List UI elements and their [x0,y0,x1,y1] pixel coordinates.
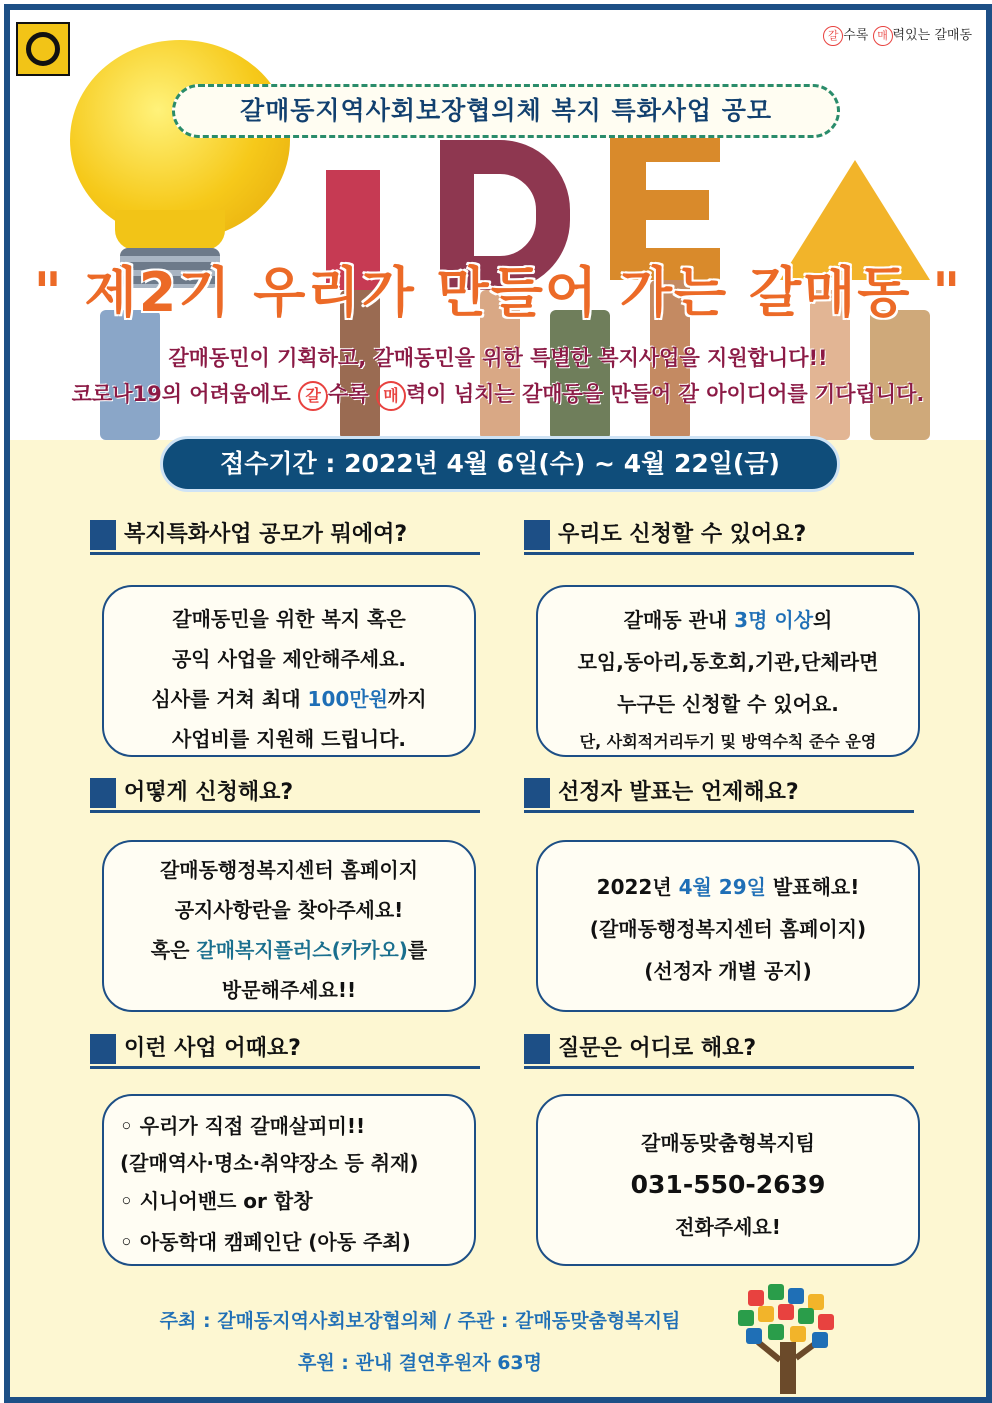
section-title: 선정자 발표는 언제해요? [558,780,799,805]
card-line: 모임,동아리,동호회,기관,단체라면 [577,650,879,674]
contact-call-text: 전화주세요! [675,1215,781,1239]
galmae-logo-icon [16,22,70,76]
card-line [104,930,474,970]
card-note: 단, 사회적거리두기 및 방역수칙 준수 운영 [579,732,877,751]
square-bullet-icon [524,778,550,808]
square-bullet-icon [524,520,550,550]
card-what [102,585,476,757]
section-header-when [524,776,914,813]
card-line: 공익 사업을 제안해주세요. [171,647,407,671]
section-header-who [524,518,914,555]
card-who [536,585,920,757]
card-text: 까지 [387,687,427,711]
contact-team: 갈매동맞춤형복지팀 [641,1131,815,1155]
section-header-what [90,518,480,555]
sleeve-shape [100,310,160,440]
slogan-circle-char: 매 [873,26,893,46]
highlight-text: 4월 29일 [678,875,766,899]
sleeve-shape [870,310,930,440]
square-bullet-icon [90,778,116,808]
section-header-ask [524,1032,914,1069]
section-title: 이런 사업 어때요? [124,1036,301,1061]
card-text: 발표해요! [765,875,860,899]
section-title: 질문은 어디로 해요? [558,1036,757,1061]
card-ideas [102,1094,476,1266]
footer-host: 주최 : 갈매동지역사회보장협의체 / 주관 : 갈매동맞춤형복지팀 [159,1310,681,1332]
card-text: 갈매동 관내 [623,608,735,632]
card-how [102,840,476,1012]
card-line [538,599,918,641]
circle-char: 갈 [298,381,328,411]
circle-char: 매 [376,381,406,411]
slogan-text: 수록 [843,28,869,43]
section-title: 어떻게 신청해요? [124,780,294,805]
card-line: 갈매동행정복지센터 홈페이지 [159,858,419,882]
slogan-circle-char: 갈 [823,26,843,46]
highlight-text: 100만원 [307,687,388,711]
idea-item: ◦ 우리가 직접 갈매살피미!! [120,1114,366,1138]
card-text: 혹은 [150,938,197,962]
card-line: 공지사항란을 찾아주세요! [174,898,404,922]
main-title: " 제2기 우리가 만들어 가는 갈매동 " [33,261,963,324]
card-text: 를 [407,938,428,962]
subtitle-line-2 [10,378,986,411]
square-bullet-icon [90,1034,116,1064]
poster-frame [4,4,992,1403]
card-ask [536,1094,920,1266]
section-title: 우리도 신청할 수 있어요? [558,522,807,547]
subtitle-text: 력이 넘치는 갈매동을 만들어 갈 아이디어를 기다립니다. [405,382,925,406]
puzzle-tree-icon [728,1280,848,1400]
lightbulb-neck [115,210,225,250]
idea-item: ◦ 아동학대 캠페인단 (아동 주최) [120,1230,411,1254]
card-line: 갈매동민을 위한 복지 혹은 [172,607,406,631]
slogan-text: 력있는 갈매동 [892,28,972,43]
square-bullet-icon [524,1034,550,1064]
banner-text: 갈매동지역사회보장협의체 복지 특화사업 공모 [239,96,773,125]
card-text: 심사를 거쳐 최대 [151,687,308,711]
card-line: 누구든 신청할 수 있어요. [617,692,839,716]
sleeve-shape [550,310,610,440]
section-header-ideas [90,1032,480,1069]
card-line [538,866,918,908]
card-when [536,840,920,1012]
footer-sponsor: 후원 : 관내 결연후원자 63명 [297,1352,543,1374]
card-line: (갈매동행정복지센터 홈페이지) [589,917,867,941]
card-line [104,679,474,719]
slogan [823,24,972,46]
application-period: 접수기간 : 2022년 4월 6일(수) ~ 4월 22일(금) [160,436,840,492]
square-bullet-icon [90,520,116,550]
subtitle-text: 코로나19의 어려움에도 [71,382,299,406]
contact-phone: 031-550-2639 [630,1170,826,1199]
subtitle-line-1: 갈매동민이 기획하고, 갈매동민을 위한 특별한 복지사업을 지원합니다!! [168,346,828,370]
highlight-text: 갈매복지플러스(카카오) [196,938,408,962]
idea-item-detail: (갈매역사·명소·취약장소 등 취재) [120,1151,419,1175]
card-line: 사업비를 지원해 드립니다. [171,727,407,751]
section-header-how [90,776,480,813]
card-line: (선정자 개별 공지) [644,959,812,983]
subtitle-text: 수록 [328,382,376,406]
idea-item: ◦ 시니어밴드 or 합창 [120,1189,313,1213]
card-line: 방문해주세요!! [221,978,357,1002]
section-title: 복지특화사업 공모가 뭐에여? [124,522,408,547]
card-text: 의 [813,608,833,632]
highlight-text: 3명 이상 [734,608,814,632]
card-text: 2022년 [596,875,679,899]
hero-illustration [10,10,986,440]
banner-pill [172,84,840,138]
